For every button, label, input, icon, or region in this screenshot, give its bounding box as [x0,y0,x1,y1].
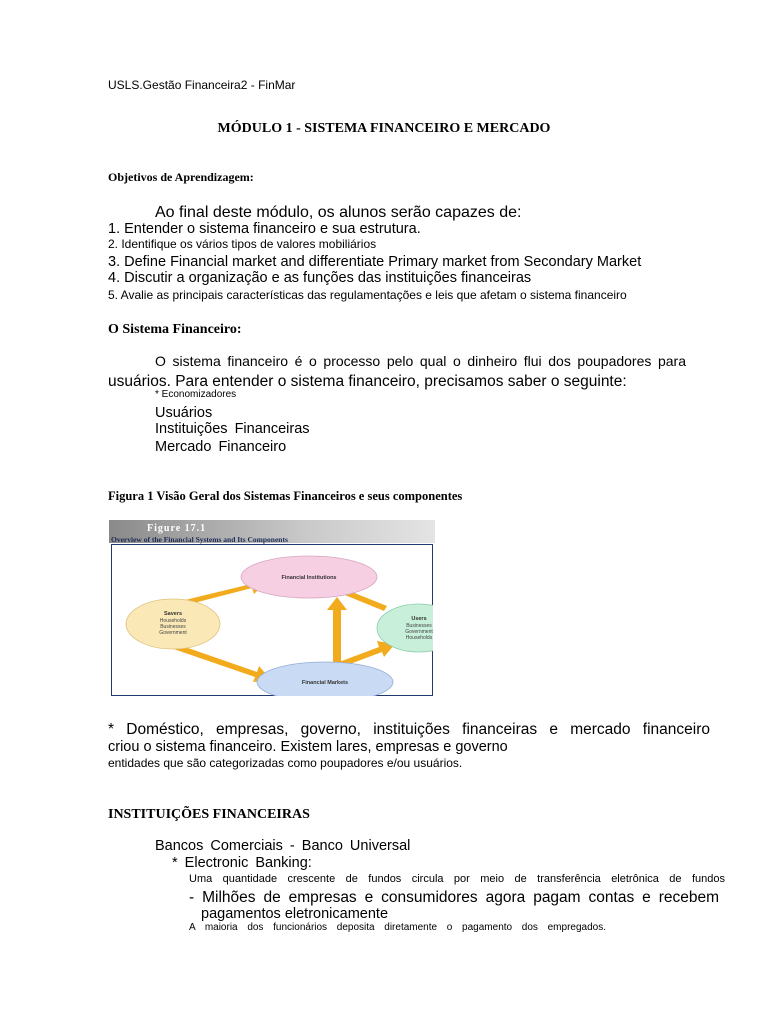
financial-system-figure [109,520,435,697]
figure-caption: Figura 1 Visão Geral dos Sistemas Financeiros e seus componentes [108,489,463,503]
institutions-item: Bancos Comerciais - Banco Universal [155,838,411,854]
bullet-economizadores: * Economizadores [155,389,237,400]
system-list-item: Mercado Financeiro [155,439,287,455]
node-financial-markets [257,662,393,696]
figure-tag: Figure 17.1 [147,523,207,534]
objective-item-1: 1. Entender o sistema financeiro e sua estrutura. [108,221,421,237]
system-paragraph-line1: O sistema financeiro é o processo pelo qual o dinheiro flui dos poupadores para [155,353,686,369]
objective-item-4: 4. Discutir a organização e as funções das instituições financeiras [108,270,532,286]
note-line3: entidades que são categorizadas como poupadores e/ou usuários. [108,756,463,770]
objectives-intro: Ao final deste módulo, os alunos serão capazes de: [155,204,522,221]
savers-label: Savers [163,611,183,617]
system-list-item: Usuários [155,405,213,421]
note-line1: * Doméstico, empresas, governo, instituições financeiras e mercado financeiro [108,721,710,738]
institutions-item: * Electronic Banking: [172,855,312,871]
institutions-item: - Milhões de empresas e consumidores agora pagam contas e recebem [189,889,719,906]
markets-label: Financial Markets [301,680,349,686]
document-header: USLS.Gestão Financeira2 - FinMar [108,78,296,92]
institutions-item: Uma quantidade crescente de fundos circula por meio de transferência eletrônica de fundos [189,873,725,885]
system-heading: O Sistema Financeiro: [108,322,242,337]
savers-line: Government [159,630,187,636]
figure-diagram [111,544,433,696]
institutions-heading: INSTITUIÇÕES FINANCEIRAS [108,807,310,822]
figure-title-bar [109,520,435,543]
users-line: Government [405,629,433,635]
users-line: Businesses [406,623,432,629]
institutions-item: pagamentos eletronicamente [201,906,389,922]
arrow-markets-to-institutions-icon [327,597,347,664]
figure-subtitle: Overview of the Financial Systems and Its Components [111,535,288,544]
users-line: Households [405,635,433,641]
users-label: Users [411,616,427,622]
objective-item-3: 3. Define Financial market and differentiate Primary market from Secondary Market [108,254,642,270]
system-paragraph-line2: usuários. Para entender o sistema financeiro, precisamos saber o seguinte: [108,373,627,390]
institutions-item: A maioria dos funcionários deposita diretamente o pagamento dos empregados. [189,922,606,933]
objectives-heading: Objetivos de Aprendizagem: [108,170,254,184]
savers-line: Businesses [160,624,186,630]
system-list-item: Instituições Financeiras [155,421,310,437]
note-line2: criou o sistema financeiro. Existem lares, empresas e governo [108,739,508,755]
savers-line: Households [159,618,187,624]
figure-frame [111,544,433,696]
page-title: MÓDULO 1 - SISTEMA FINANCEIRO E MERCADO [217,121,551,136]
objective-item-5: 5. Avalie as principais características das regulamentações e leis que afetam o sistema financeiro [108,288,627,302]
institutions-label: Financial Institutions [281,575,337,581]
objective-item-2: 2. Identifique os vários tipos de valores mobiliários [108,237,377,251]
